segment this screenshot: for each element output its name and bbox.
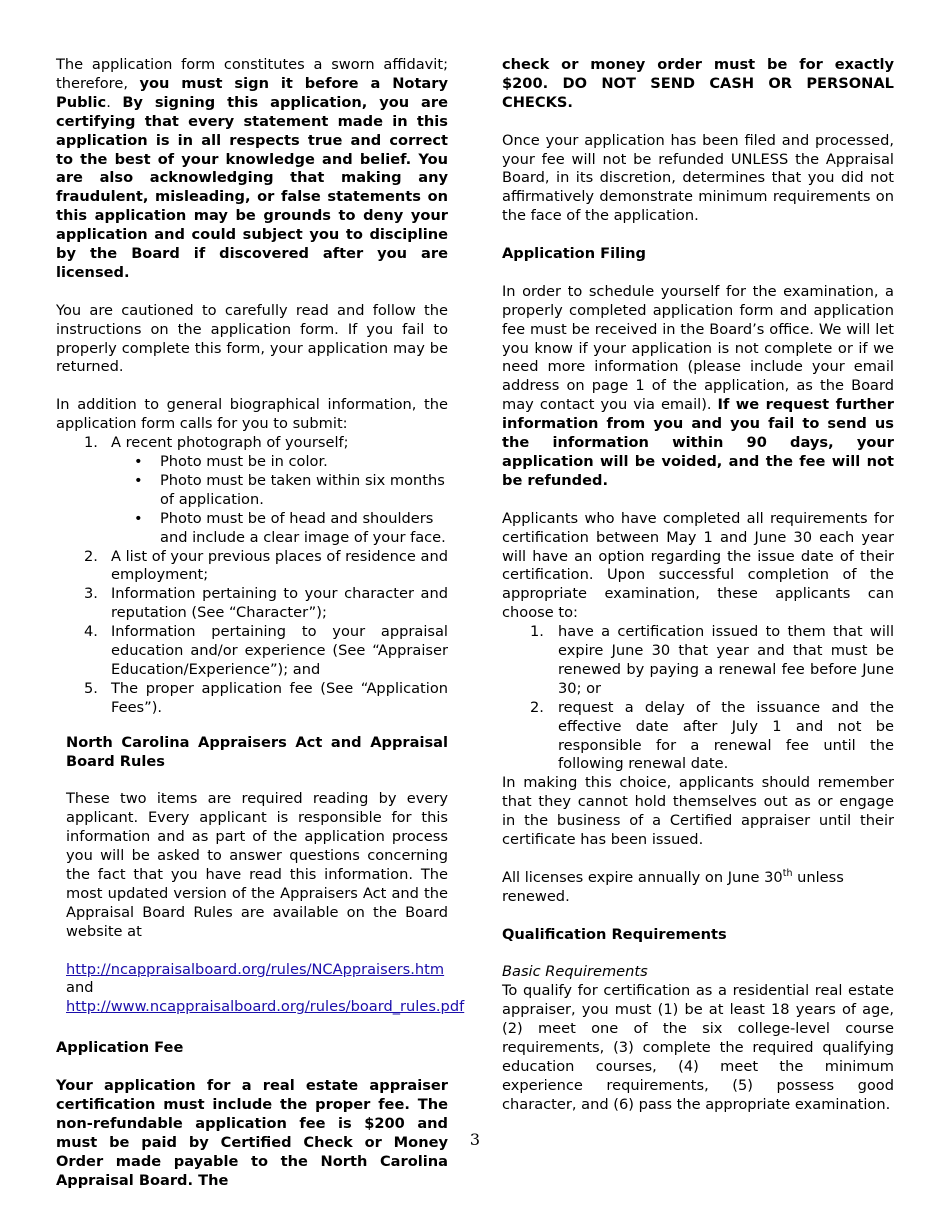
basic-requirements-heading: Basic Requirements xyxy=(502,963,648,981)
bullet-icon: • xyxy=(134,509,143,527)
certification-statement: By signing this application, you are certifying that every statement made in this application is in all respects true and correct to the best of your knowledge and belief. You are also acknowledging that making any fraudulent, misleading, or false statements on this application may be grounds to deny your application and could subject you to discipline by the Board if discovered after you are licensed. xyxy=(56,93,449,281)
submission-list xyxy=(56,434,448,718)
period-text: . xyxy=(106,93,111,111)
fee-bold-text: Your application for a real estate appraiser certification must include the proper fee. The non-refundable application fee is $200 and must be paid by Certified Check or Money Order made payable to the North Carolina Appraisal Board. The xyxy=(56,1077,448,1189)
expiry-text: All licenses expire annually on June 30 xyxy=(502,868,783,886)
and-text: and xyxy=(66,979,94,997)
filing-warning-text: If we request further information from you and you fail to send us the information within 90 days, your application will be voided, and the fee will not be refunded. xyxy=(502,396,894,489)
applicants-option-paragraph: Applicants who have completed all requirements for certification between May 1 and June 30 each year will have an option regarding the issue date of their certification. Upon successful completion of the appropriate examination, these applicants can choose to: xyxy=(502,509,894,622)
application-filing-heading: Application Filing xyxy=(502,245,646,263)
list-item-text: have a certification issued to them that will expire June 30 that year and that must be renewed by paying a renewal fee before June 30; or xyxy=(558,623,894,697)
list-item xyxy=(84,434,448,547)
certification-options-list xyxy=(502,623,894,774)
qualification-requirements-heading: Qualification Requirements xyxy=(502,925,727,943)
license-expiry-paragraph xyxy=(502,869,894,907)
fee-continuation-text: check or money order must be for exactly $200. DO NOT SEND CASH OR PERSONAL CHECKS. xyxy=(502,56,894,111)
refund-paragraph: Once your application has been filed and processed, your fee will not be refunded UNLESS the Appraisal Board, in its discretion, determines that you did not affirmatively demonstrate minimum requirements on the face of the application. xyxy=(502,131,894,225)
list-number: 1. xyxy=(530,623,544,641)
list-item xyxy=(84,623,448,680)
nc-act-heading: North Carolina Appraisers Act and Appraisal Board Rules xyxy=(66,733,448,770)
submit-intro-paragraph: In addition to general biographical information, the application form calls for you to submit: xyxy=(56,396,448,433)
bullet-item xyxy=(134,509,448,548)
list-item-text: A recent photograph of yourself; xyxy=(111,434,349,452)
list-item xyxy=(530,623,894,699)
list-number: 4. xyxy=(84,623,98,641)
list-item xyxy=(84,547,449,586)
fee-continuation-paragraph xyxy=(502,56,894,113)
bullet-item xyxy=(134,471,448,510)
photo-requirements-list xyxy=(111,453,448,548)
list-item xyxy=(84,679,448,718)
list-item-text: Information pertaining to your appraisal education and/or experience (See “Appraiser Education/Experience”); and xyxy=(111,623,448,678)
caution-paragraph: You are cautioned to carefully read and follow the instructions on the application form. If you fail to properly complete this form, your application may be returned. xyxy=(56,301,448,376)
bullet-icon: • xyxy=(134,453,143,470)
list-item-text: The proper application fee (See “Application Fees”). xyxy=(111,679,448,716)
affidavit-intro-text: The application form constitutes a sworn affidavit; therefore, xyxy=(56,56,448,92)
basic-requirements-paragraph: To qualify for certification as a residential real estate appraiser, you must (1) be at least 18 years of age, (2) meet one of the six college-level course requirements, (3) complete the required qualifying education courses, (4) meet the minimum experience requirements, (5) possess good character, and (6) pass the appropriate examination. xyxy=(502,982,894,1113)
page-number: 3 xyxy=(469,1130,481,1149)
list-number: 3. xyxy=(84,585,98,603)
list-item-text: Information pertaining to your character and reputation (See “Character”); xyxy=(111,585,448,622)
filing-text: In order to schedule yourself for the examination, a properly completed application form and application fee must be received in the Board’s office. We will let you know if your application is not complete or if we need more information (please include your email address on page 1 of the application, as the Board may contact you via email). xyxy=(502,282,894,414)
choice-paragraph: In making this choice, applicants should remember that they cannot hold themselves out as or engage in the business of a Certified appraiser until their certificate has been issued. xyxy=(502,774,894,849)
list-number: 5. xyxy=(84,679,98,697)
list-number: 2. xyxy=(530,698,544,716)
bullet-text: Photo must be of head and shoulders and include a clear image of your face. xyxy=(160,509,446,546)
notary-requirement-text: you must sign it before a Notary Public xyxy=(56,74,448,111)
ordinal-suffix: th xyxy=(782,868,793,880)
board-rules-link[interactable]: http://www.ncappraisalboard.org/rules/board_rules.pdf xyxy=(66,998,465,1016)
list-number: 2. xyxy=(84,547,98,565)
list-item-text: A list of your previous places of residence and employment; xyxy=(111,547,449,584)
list-item xyxy=(530,698,894,775)
right-column xyxy=(502,56,894,1115)
bullet-text: Photo must be taken within six months of application. xyxy=(160,471,445,508)
nc-act-paragraph: These two items are required reading by every applicant. Every applicant is responsible for this information and as part of the application process you will be asked to answer questions concerning the fact that you have read this information. The most updated version of the Appraisers Act and the Appraisal Board Rules are available on the Board website at xyxy=(66,790,448,940)
links-block xyxy=(56,960,465,1018)
bullet-text: Photo must be in color. xyxy=(160,453,328,470)
list-number: 1. xyxy=(84,434,98,452)
affidavit-paragraph xyxy=(56,56,448,283)
application-fee-heading: Application Fee xyxy=(56,1039,184,1057)
expiry-text-end: unless renewed. xyxy=(502,868,844,905)
application-filing-paragraph xyxy=(502,283,894,491)
list-item xyxy=(84,585,448,623)
bullet-icon: • xyxy=(134,471,143,489)
nc-appraisers-act-link[interactable]: http://ncappraisalboard.org/rules/NCAppraisers.htm xyxy=(66,960,445,978)
bullet-item xyxy=(134,453,448,472)
left-column xyxy=(56,56,465,1190)
list-item-text: request a delay of the issuance and the effective date after July 1 and not be responsible for a renewal fee until the following renewal date. xyxy=(558,698,894,773)
